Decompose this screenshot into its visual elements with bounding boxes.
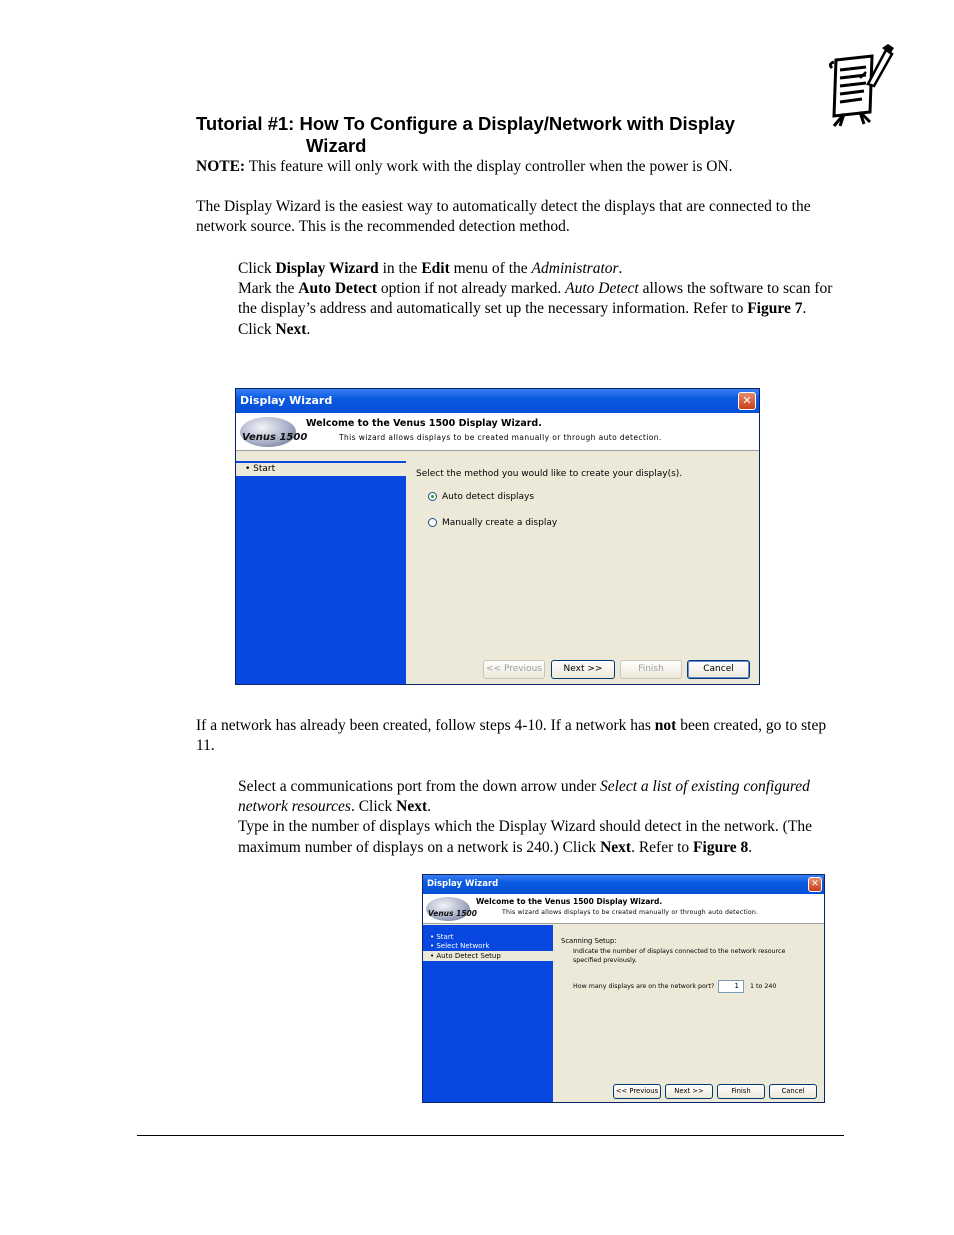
network-text-1: If a network has already been created, follow steps 4-10. If a network has [196, 717, 655, 734]
sidebar-item-auto-detect-setup[interactable]: • Auto Detect Setup [423, 951, 553, 961]
title-line-2: Wizard [306, 135, 367, 156]
steps-list-b [238, 777, 848, 858]
title-line-1: Tutorial #1: How To Configure a Display/Network with Display [196, 113, 735, 134]
step-2 [238, 279, 848, 319]
window-title: Display Wizard [240, 394, 333, 407]
network-paragraph [196, 716, 846, 756]
display-count-question: How many displays are on the network port? [573, 983, 715, 990]
step-4-text: Select a communications port from the down arrow under [238, 778, 600, 795]
step-5-end: . [748, 838, 753, 856]
display-count-range: 1 to 240 [750, 983, 777, 990]
header-subtitle: This wizard allows displays to be created manually or through auto detection. [339, 433, 662, 442]
step-5-figure-ref: Figure 8 [693, 838, 749, 856]
logo-text: Venus 1500 [242, 432, 308, 443]
step-4-text-2: . Click [350, 798, 397, 816]
step-4-end: . [427, 798, 432, 816]
step-3 [238, 320, 848, 340]
step-5-button: Next [600, 838, 632, 856]
document-pen-icon [826, 42, 896, 128]
finish-button[interactable]: Finish [717, 1084, 765, 1099]
wizard-header [236, 413, 759, 451]
note-paragraph [196, 157, 856, 177]
step-2-option-italic: Auto Detect [565, 280, 639, 298]
display-wizard-window-2 [422, 874, 825, 1103]
step-1-text-3: menu of the [449, 260, 532, 277]
display-wizard-window-1 [235, 388, 760, 685]
step-4 [238, 777, 848, 817]
sidebar-item-select-network[interactable]: • Select Network [430, 942, 490, 950]
wizard-header [423, 894, 824, 924]
intro-paragraph: The Display Wizard is the easiest way to automatically detect the displays that are connected to the network source. This is the recommended detection method. [196, 198, 811, 236]
sidebar-item-start[interactable]: • Start [236, 463, 406, 476]
step-2-figure-ref: Figure 7 [747, 300, 803, 318]
method-prompt: Select the method you would like to create your display(s). [416, 469, 683, 479]
cancel-button[interactable]: Cancel [769, 1084, 817, 1099]
next-button[interactable]: Next >> [551, 660, 615, 679]
cancel-button[interactable]: Cancel [687, 660, 750, 679]
network-emphasis: not [654, 717, 677, 734]
step-3-button: Next [275, 320, 307, 338]
step-1-menu: Edit [421, 260, 450, 277]
sidebar-item-start[interactable]: • Start [430, 933, 454, 941]
step-5-text: Type in the number of displays which the Display Wizard should detect in the network. (The maximum number of displays on a network is 240.) Click [238, 818, 812, 856]
step-3-end: . [306, 320, 311, 338]
setup-description-1: Indicate the number of displays connected to the network resource [573, 948, 786, 955]
window-title: Display Wizard [427, 879, 499, 889]
manual-create-label: Manually create a display [442, 518, 558, 528]
step-4-button: Next [396, 798, 428, 816]
step-3-text: Click [238, 320, 276, 338]
wizard-main [406, 461, 759, 684]
close-icon[interactable]: ✕ [738, 392, 756, 410]
display-count-input[interactable]: 1 [718, 980, 744, 993]
note-text: This feature will only work with the display controller when the power is ON. [245, 158, 733, 175]
step-1-menu-item: Display Wizard [275, 260, 379, 277]
network-text-2: been created, go to step 11. [196, 717, 827, 755]
step-2-text: Mark the [238, 280, 299, 298]
wizard-sidebar [423, 925, 553, 1102]
section-label: Scanning Setup: [561, 937, 617, 945]
manual-create-radio[interactable] [428, 518, 437, 527]
step-1 [238, 259, 848, 279]
wizard-sidebar [236, 461, 406, 684]
header-title: Welcome to the Venus 1500 Display Wizard. [306, 418, 542, 429]
close-icon[interactable]: ✕ [808, 877, 822, 892]
title-bar [236, 389, 759, 413]
step-5-text-2: . Refer to [631, 838, 694, 856]
auto-detect-radio[interactable] [428, 492, 437, 501]
step-1-app: Administrator [531, 260, 619, 277]
tutorial-title [196, 113, 796, 157]
note-label: NOTE: [196, 158, 246, 175]
header-subtitle: This wizard allows displays to be created manually or through auto detection. [502, 909, 759, 916]
auto-detect-label: Auto detect displays [442, 492, 535, 502]
step-1-text: Click [238, 260, 276, 277]
previous-button[interactable]: << Previous [483, 660, 545, 679]
finish-button[interactable]: Finish [620, 660, 682, 679]
setup-description-2: specified previously. [573, 957, 637, 964]
previous-button[interactable]: << Previous [613, 1084, 661, 1099]
step-5 [238, 817, 848, 857]
steps-list-a [238, 259, 848, 340]
wizard-main [553, 925, 824, 1102]
venus-logo [426, 897, 477, 923]
footer-rule [137, 1135, 844, 1136]
step-4-field: Select a list of existing configured network resources [238, 778, 810, 816]
step-1-text-2: in the [378, 260, 422, 277]
step-2-text-2: option if not already marked. [377, 280, 566, 298]
step-2-text-3: allows the software to scan for the display’s address and automatically set up the necessary information. Refer to [238, 280, 833, 318]
step-2-end: . [802, 300, 807, 318]
next-button[interactable]: Next >> [665, 1084, 713, 1099]
venus-logo [240, 417, 308, 449]
step-1-end: . [618, 260, 623, 277]
step-2-option: Auto Detect [298, 280, 378, 298]
logo-text: Venus 1500 [428, 909, 477, 918]
header-title: Welcome to the Venus 1500 Display Wizard. [476, 897, 663, 906]
title-bar [423, 875, 824, 894]
